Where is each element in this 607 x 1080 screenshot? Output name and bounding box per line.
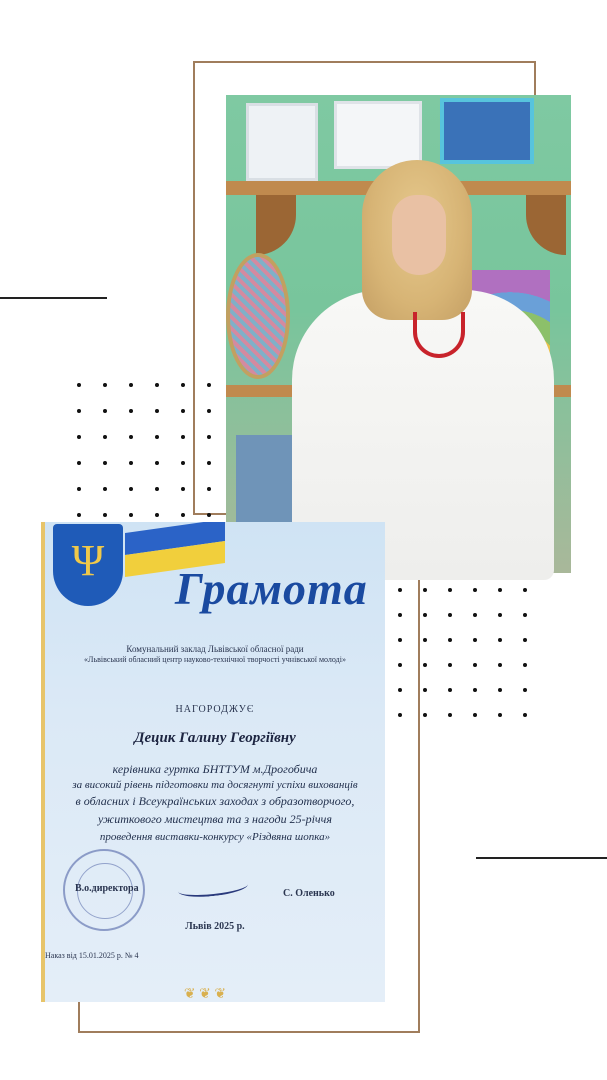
decor-dot	[523, 588, 527, 592]
decor-dot	[398, 638, 402, 642]
decor-dot	[103, 383, 107, 387]
certificate-title: Грамота	[175, 563, 368, 614]
decor-dot	[103, 513, 107, 517]
issuer-line-1: Комунальний заклад Львівської обласної ради	[126, 644, 304, 654]
decor-dot	[77, 435, 81, 439]
decor-dot	[448, 588, 452, 592]
decor-dot	[207, 409, 211, 413]
decor-dot	[77, 461, 81, 465]
decor-dot	[523, 713, 527, 717]
shelf-bracket-left	[256, 195, 296, 255]
body-line-5: проведення виставки-конкурсу «Різдвяна шопка»	[99, 831, 331, 843]
decor-dot	[398, 713, 402, 717]
award-word: НАГОРОДЖУЄ	[175, 704, 255, 715]
decor-dot	[155, 435, 159, 439]
decor-dot	[423, 713, 427, 717]
decor-dot	[523, 688, 527, 692]
decor-dot	[398, 588, 402, 592]
body-line-2: за високий рівень підготовки та досягнуті успіхи вихованців	[72, 779, 358, 791]
decor-dot	[181, 435, 185, 439]
decor-dot	[423, 638, 427, 642]
decor-dot	[207, 487, 211, 491]
decor-dot	[423, 588, 427, 592]
decor-dot	[448, 638, 452, 642]
decor-dot	[523, 638, 527, 642]
decor-dot	[498, 688, 502, 692]
ornament: ❦ ❦ ❦	[183, 987, 227, 1002]
decor-dot	[473, 688, 477, 692]
decor-dot	[129, 513, 133, 517]
decor-dot	[207, 435, 211, 439]
body-line-4: ужиткового мистецтва та з нагоди 25-річчя	[98, 812, 332, 826]
decor-dot	[155, 409, 159, 413]
decor-line-left	[0, 297, 107, 299]
recipient-name: Децик Галину Георгіївну	[134, 730, 296, 746]
decor-dot	[473, 663, 477, 667]
decor-dot	[398, 663, 402, 667]
decor-dot	[498, 638, 502, 642]
decor-dot	[155, 513, 159, 517]
paper-art-1	[246, 103, 318, 181]
body-line-3: в обласних і Всеукраїнських заходах з образотворчого,	[75, 794, 355, 808]
paper-art-3	[440, 98, 534, 164]
decor-dot	[155, 461, 159, 465]
signature	[177, 876, 248, 899]
decor-dot	[181, 409, 185, 413]
signer-name: С. Оленько	[283, 888, 335, 899]
woven-oval	[226, 253, 290, 379]
decor-dot	[181, 461, 185, 465]
decor-dot	[77, 409, 81, 413]
decor-dot	[523, 663, 527, 667]
decor-dot	[129, 409, 133, 413]
decor-dot	[498, 713, 502, 717]
decor-dot	[103, 409, 107, 413]
decor-dot	[473, 613, 477, 617]
decor-dot	[473, 638, 477, 642]
decor-dot	[498, 613, 502, 617]
decor-dot	[129, 435, 133, 439]
body-line-1: керівника гуртка БНТТУМ м.Дрогобича	[112, 762, 318, 776]
decor-dot	[207, 461, 211, 465]
decor-dot	[448, 713, 452, 717]
decor-dot	[473, 588, 477, 592]
decor-dot	[181, 513, 185, 517]
decor-dot	[155, 487, 159, 491]
decor-dot	[498, 663, 502, 667]
decor-dot	[473, 713, 477, 717]
decor-dot	[207, 383, 211, 387]
decor-dot	[103, 487, 107, 491]
trident-icon: Ψ	[53, 524, 123, 606]
decor-dot	[129, 487, 133, 491]
decor-dot	[448, 688, 452, 692]
shelf-bracket-right	[526, 195, 566, 255]
decor-dot	[129, 461, 133, 465]
order-number: Наказ від 15.01.2025 р. № 4	[45, 951, 139, 960]
decor-dot	[423, 663, 427, 667]
issuer-line-2: «Львівський обласний центр науково-технічної творчості учнівської молоді»	[84, 655, 346, 664]
decor-dot	[398, 688, 402, 692]
decor-dot	[448, 613, 452, 617]
decor-dot	[129, 383, 133, 387]
decor-dot	[498, 588, 502, 592]
decor-dot	[103, 461, 107, 465]
decor-dot	[181, 383, 185, 387]
place-date: Львів 2025 р.	[185, 921, 245, 932]
decor-dot	[103, 435, 107, 439]
decor-dot	[77, 513, 81, 517]
decor-dot	[207, 513, 211, 517]
decor-dot	[181, 487, 185, 491]
decor-dot	[448, 663, 452, 667]
decor-dot	[423, 613, 427, 617]
decor-dot	[523, 613, 527, 617]
decor-dot	[398, 613, 402, 617]
decor-line-right	[476, 857, 607, 859]
decor-dot	[155, 383, 159, 387]
decor-dot	[77, 487, 81, 491]
person-face	[392, 195, 446, 275]
decor-dot	[77, 383, 81, 387]
paper-art-2	[334, 101, 422, 169]
signer-title: В.о.директора	[75, 883, 139, 894]
certificate	[41, 522, 385, 1002]
decor-dot	[423, 688, 427, 692]
